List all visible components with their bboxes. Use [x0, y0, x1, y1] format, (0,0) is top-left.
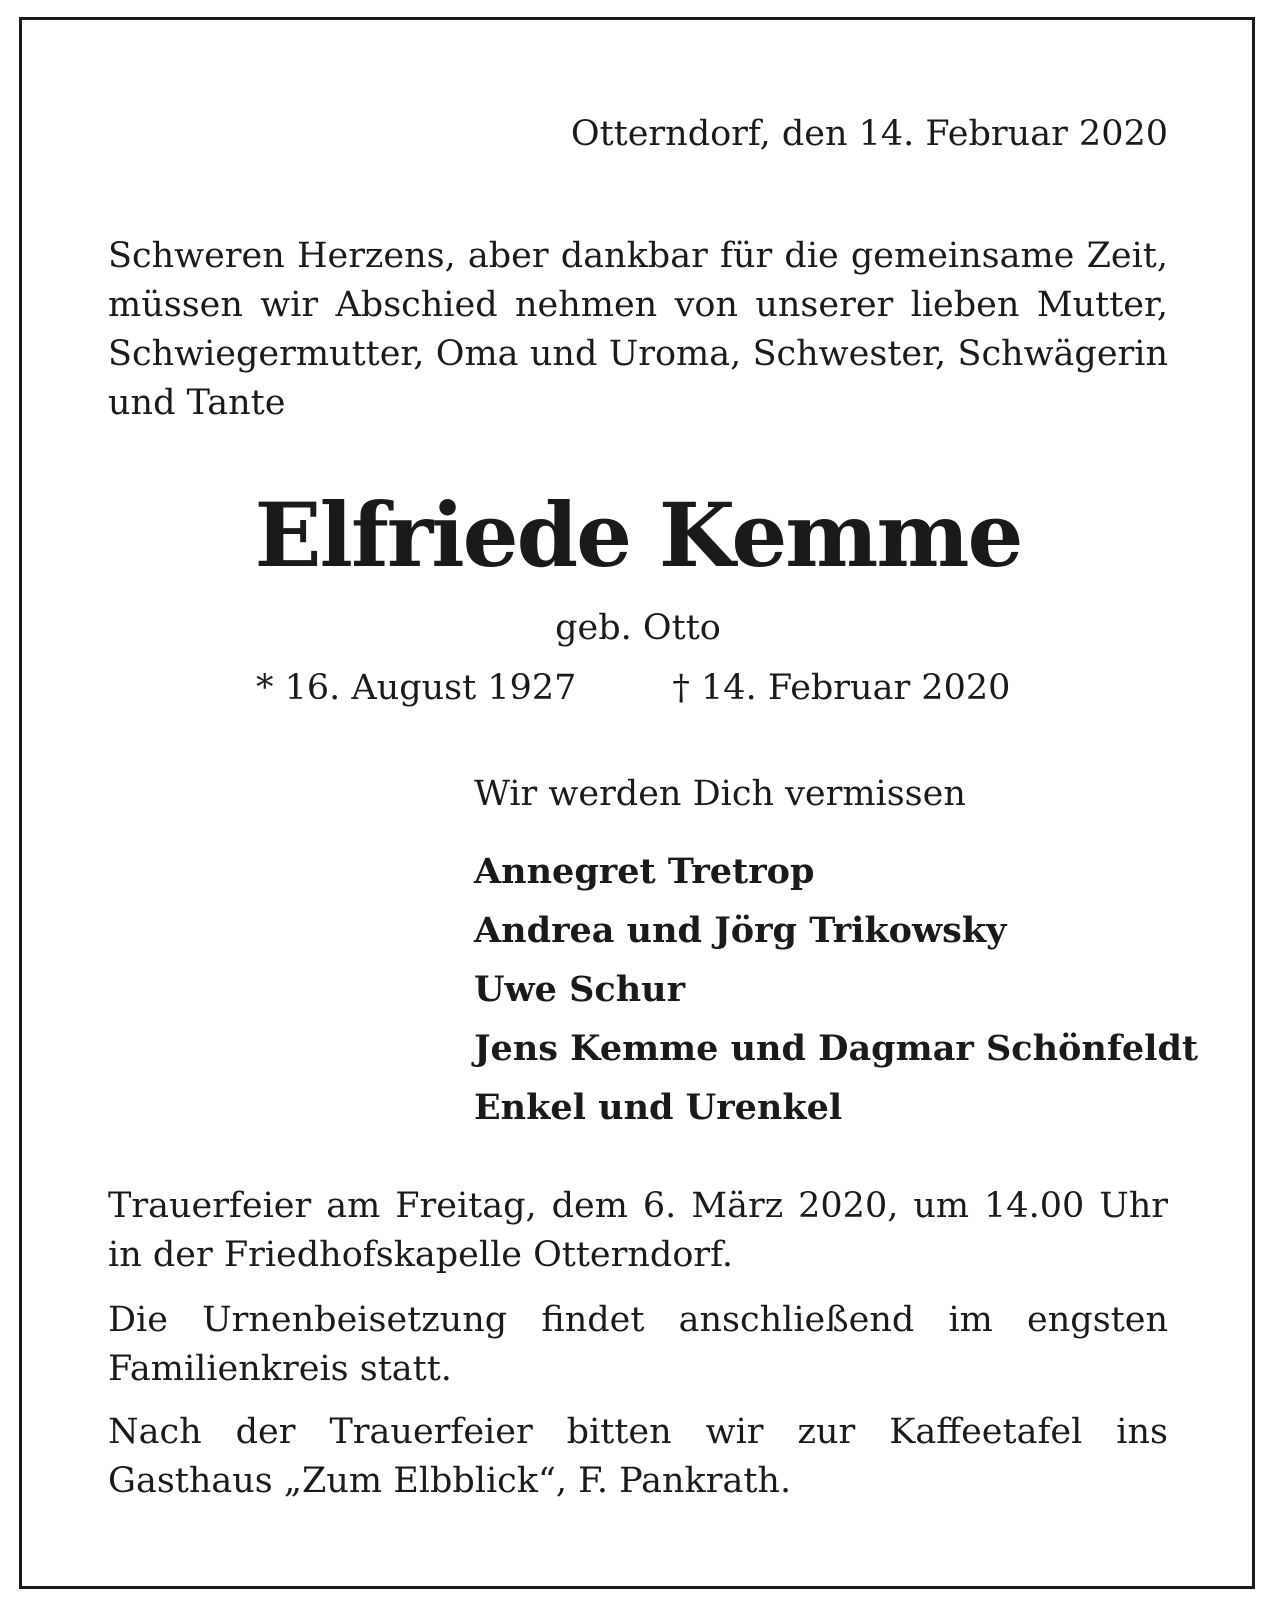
- death-date: † 14. Februar 2020: [672, 668, 1011, 708]
- mourner-item: Andrea und Jörg Trikowsky: [474, 910, 1007, 951]
- mourner-item: Enkel und Urenkel: [474, 1087, 843, 1128]
- obituary-frame: [19, 17, 1255, 1589]
- mourner-item: Uwe Schur: [474, 969, 686, 1010]
- place-date: Otterndorf, den 14. Februar 2020: [570, 114, 1168, 154]
- obituary-content: [108, 20, 1199, 1586]
- coffee-reception-info: Nach der Trauerfeier bitten wir zur Kaffeetafel ins Gasthaus „Zum Elbblick“, F. Pankrath.: [108, 1412, 1168, 1501]
- mourner-item: Annegret Tretrop: [474, 851, 815, 892]
- life-dates: [256, 666, 1010, 710]
- funeral-service-info: Trauerfeier am Freitag, dem 6. März 2020, um 14.00 Uhr in der Friedhofskapelle Otterndorf.: [108, 1186, 1168, 1275]
- mourner-item: Jens Kemme und Dagmar Schönfeldt: [474, 1028, 1199, 1069]
- signoff-line: Wir werden Dich vermissen: [474, 774, 966, 814]
- maiden-name: geb. Otto: [555, 608, 721, 648]
- intro-text: Schweren Herzens, aber dankbar für die gemeinsame Zeit, müssen wir Abschied nehmen von unserer lieben Mutter, Schwiegermutter, Oma und Uroma, Schwester, Schwägerin und Tante: [108, 236, 1168, 423]
- deceased-name: Elfriede Kemme: [254, 483, 1022, 587]
- urn-burial-info: Die Urnenbeisetzung findet anschließend im engsten Familienkreis statt.: [108, 1300, 1168, 1389]
- birth-date: * 16. August 1927: [256, 668, 577, 708]
- mourners-list: [474, 842, 1198, 1137]
